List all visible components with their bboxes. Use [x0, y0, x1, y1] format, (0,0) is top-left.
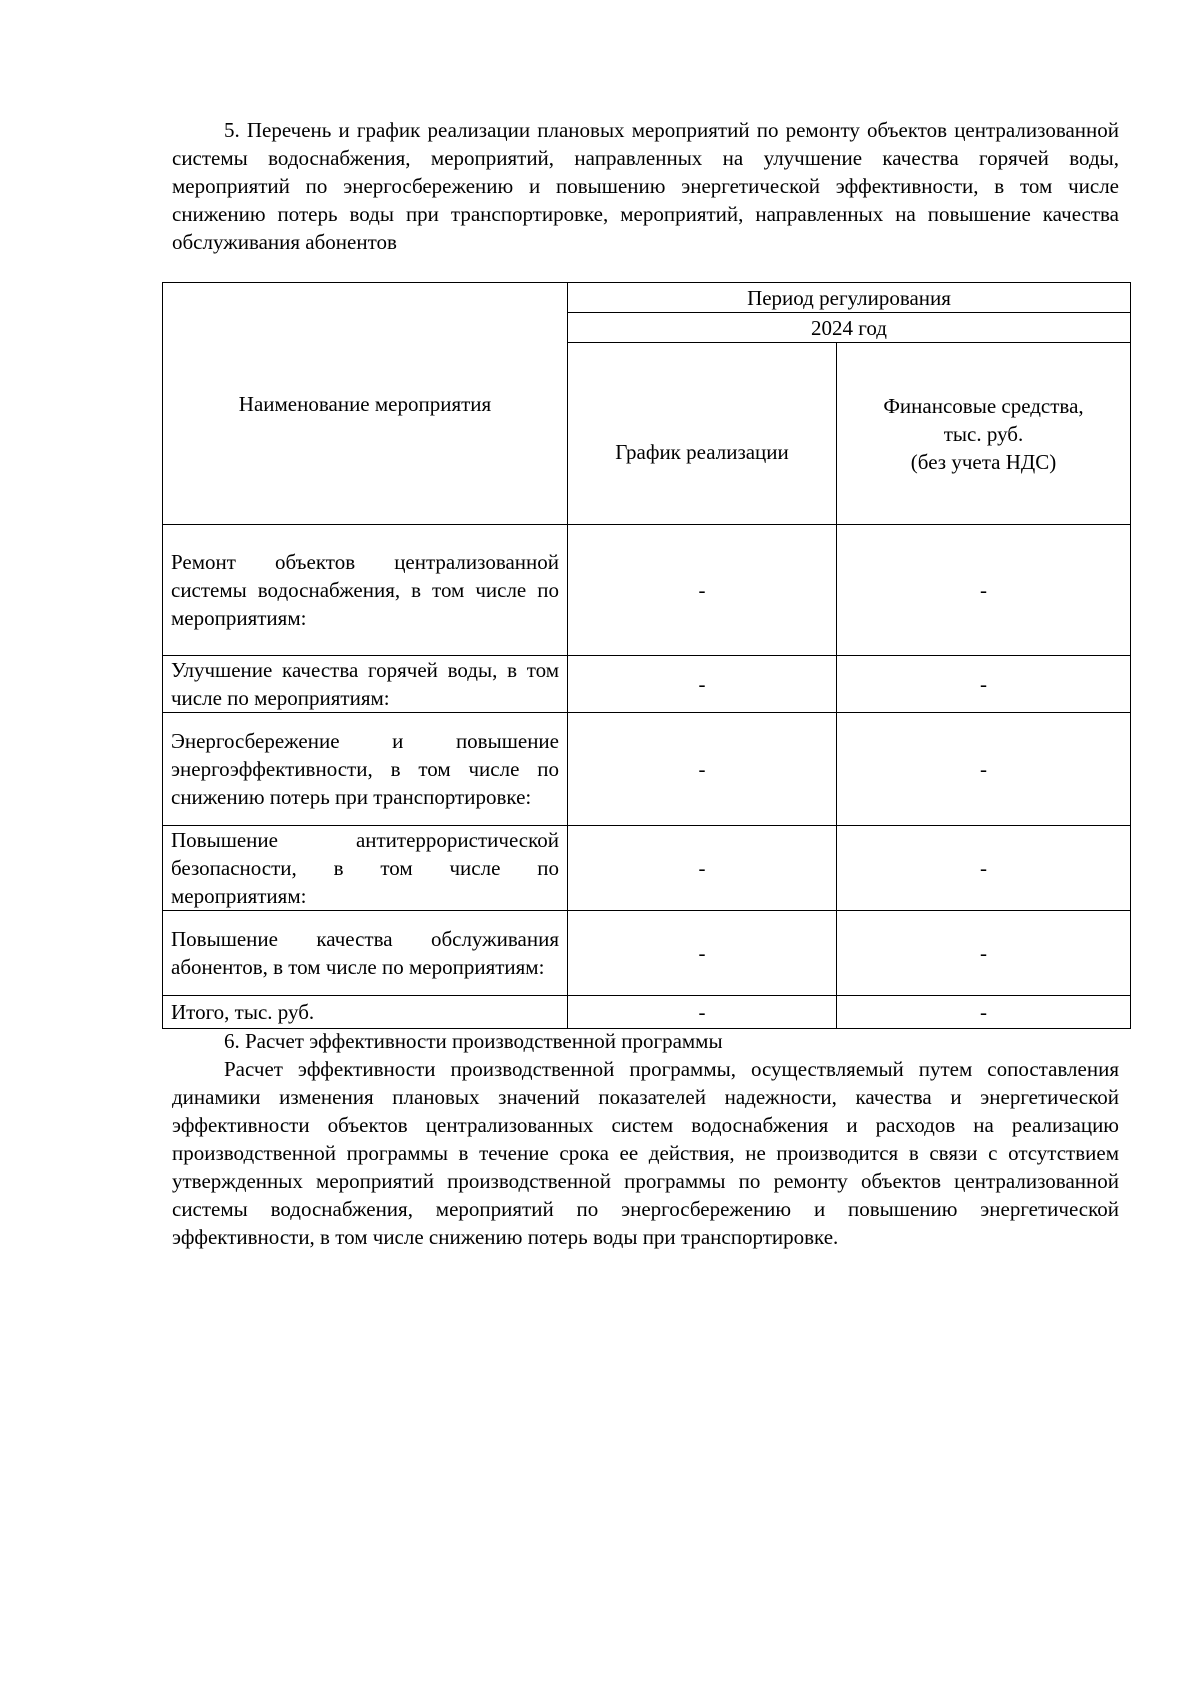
- header-regulation-period: Период регулирования: [568, 283, 1131, 313]
- section-5-heading-paragraph: 5. Перечень и график реализации плановых мероприятий по ремонту объектов централизованной системы водоснабжения, мероприятий, направленных на улучшение качества горячей воды, мероприятий по энергосбережению и повышению энергетической эффективности, в том числе снижению потерь воды при транспортировке, мероприятий, направленных на повышение качества обслуживания абонентов: [172, 118, 1119, 254]
- table-row: [163, 911, 1131, 996]
- row-finance-value: -: [837, 713, 1131, 826]
- table-row: [163, 656, 1131, 713]
- table-row: [163, 525, 1131, 656]
- row-schedule-value: -: [568, 525, 837, 656]
- row-finance-value: -: [837, 525, 1131, 656]
- row-activity-name: Ремонт объектов централизованной системы водоснабжения, в том числе по мероприятиям:: [163, 525, 568, 656]
- row-schedule-value: -: [568, 826, 837, 911]
- table-row: [163, 713, 1131, 826]
- section-6-body-paragraph: Расчет эффективности производственной программы, осуществляемый путем сопоставления динамики изменения плановых значений показателей надежности, качества и энергетической эффективности объектов централизованных систем водоснабжения и расходов на реализацию производственной программы в течение срока ее действия, не производится в связи с отсутствием утвержденных мероприятий производственной программы по ремонту объектов централизованной системы водоснабжения, мероприятий по энергосбережению и повышению энергетической эффективности, в том числе снижению потерь воды при транспортировке.: [172, 1057, 1119, 1249]
- row-finance-value: -: [837, 656, 1131, 713]
- row-activity-name: Улучшение качества горячей воды, в том числе по мероприятиям:: [163, 656, 568, 713]
- header-finance-line-2: тыс. руб.: [943, 421, 1024, 446]
- row-total-label: Итого, тыс. руб.: [163, 996, 568, 1029]
- header-finance-line-3: (без учета НДС): [910, 449, 1057, 474]
- header-activity-name: Наименование мероприятия: [163, 283, 568, 525]
- row-schedule-value: -: [568, 911, 837, 996]
- header-finance-line-1: Финансовые средства,: [883, 393, 1084, 418]
- row-finance-value: -: [837, 826, 1131, 911]
- header-schedule: [568, 343, 837, 525]
- activities-plan-table: [162, 282, 1131, 1029]
- row-schedule-value: -: [568, 656, 837, 713]
- row-activity-name: Повышение антитеррористической безопасности, в том числе по мероприятиям:: [163, 826, 568, 911]
- section-6-title: 6. Расчет эффективности производственной программы: [224, 1029, 723, 1053]
- row-activity-name: Энергосбережение и повышение энергоэффективности, в том числе по снижению потерь при транспортировке:: [163, 713, 568, 826]
- row-activity-name: Повышение качества обслуживания абонентов, в том числе по мероприятиям:: [163, 911, 568, 996]
- header-finance: [837, 343, 1131, 525]
- header-year: 2024 год: [568, 313, 1131, 343]
- table-row-total: [163, 996, 1131, 1029]
- row-total-schedule-value: -: [568, 996, 837, 1029]
- row-schedule-value: -: [568, 713, 837, 826]
- header-schedule-label: График реализации: [615, 439, 789, 464]
- table-row: [163, 826, 1131, 911]
- row-total-finance-value: -: [837, 996, 1131, 1029]
- row-finance-value: -: [837, 911, 1131, 996]
